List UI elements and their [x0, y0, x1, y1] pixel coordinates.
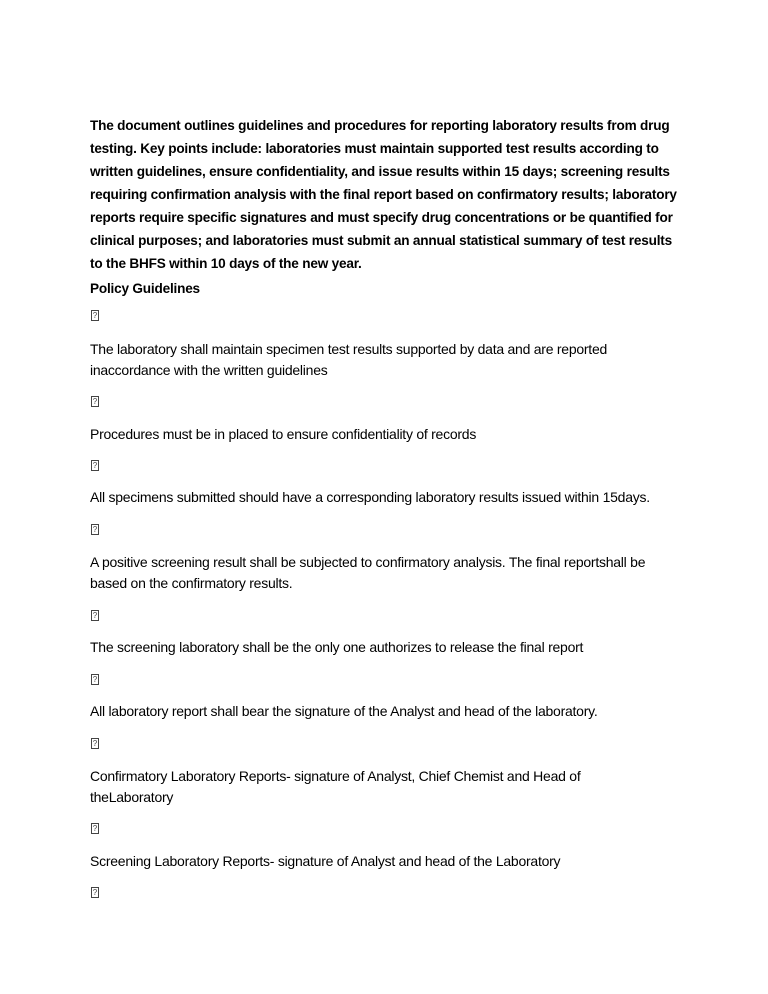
summary-line: The document outlines guidelines and procedures for reporting laboratory results from drug: [90, 118, 670, 133]
section-heading: Policy Guidelines: [90, 281, 200, 296]
missing-glyph-icon: ?: [92, 888, 98, 897]
guideline-text: The screening laboratory shall be the only one authorizes to release the final report: [90, 639, 584, 655]
summary-line: to the BHFS within 10 days of the new year.: [90, 256, 362, 271]
missing-glyph-icon: ?: [92, 525, 98, 534]
guideline-text: All laboratory report shall bear the signature of the Analyst and head of the laboratory.: [90, 703, 598, 719]
guideline-text: inaccordance with the written guidelines: [90, 362, 328, 378]
guideline-text: theLaboratory: [90, 789, 174, 805]
summary-line: requiring confirmation analysis with the final report based on confirmatory results; laboratory: [90, 187, 677, 202]
guideline-text: based on the confirmatory results.: [90, 575, 293, 591]
summary-line: written guidelines, ensure confidentiality, and issue results within 15 days; screening results: [90, 164, 670, 179]
guideline-text: Screening Laboratory Reports- signature of Analyst and head of the Laboratory: [90, 853, 561, 869]
missing-glyph-icon: ?: [92, 311, 98, 320]
guideline-text: The laboratory shall maintain specimen test results supported by data and are reported: [90, 341, 608, 357]
summary-line: testing. Key points include: laboratories must maintain supported test results according to: [90, 141, 659, 156]
guideline-text: All specimens submitted should have a corresponding laboratory results issued within 15days.: [90, 489, 650, 505]
missing-glyph-icon: ?: [92, 675, 98, 684]
summary-line: reports require specific signatures and must specify drug concentrations or be quantified for: [90, 210, 673, 225]
missing-glyph-icon: ?: [92, 824, 98, 833]
missing-glyph-icon: ?: [92, 397, 98, 406]
missing-glyph-icon: ?: [92, 611, 98, 620]
guideline-text: Procedures must be in placed to ensure confidentiality of records: [90, 426, 477, 442]
guideline-text: Confirmatory Laboratory Reports- signature of Analyst, Chief Chemist and Head of: [90, 768, 581, 784]
summary-line: clinical purposes; and laboratories must submit an annual statistical summary of test results: [90, 233, 672, 248]
missing-glyph-icon: ?: [92, 739, 98, 748]
missing-glyph-icon: ?: [92, 461, 98, 470]
guideline-text: A positive screening result shall be subjected to confirmatory analysis. The final reportshall be: [90, 554, 646, 570]
